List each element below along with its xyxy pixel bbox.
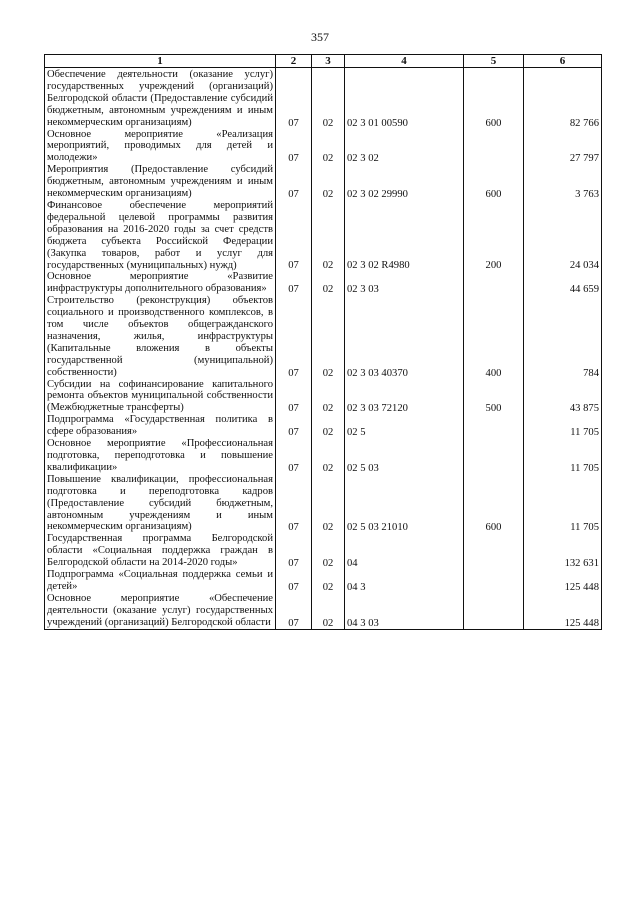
row-target-code: 02 3 03 72120 (345, 379, 464, 415)
row-amount: 3 763 (524, 164, 602, 200)
row-section: 07 (276, 379, 312, 415)
row-amount: 132 631 (524, 533, 602, 569)
row-section: 07 (276, 129, 312, 165)
table-row (45, 200, 602, 271)
row-section: 07 (276, 414, 312, 438)
col-header-3: 3 (312, 55, 345, 68)
row-name: Мероприятия (Предоставление субсидий бюджетным, автономным учреждениям и иным некоммерческим организациям) (45, 164, 276, 200)
row-name: Государственная программа Белгородской области «Социальная поддержка граждан в Белгородской области на 2014-2020 годы» (45, 533, 276, 569)
col-header-5: 5 (464, 55, 524, 68)
row-name: Подпрограмма «Государственная политика в сфере образования» (45, 414, 276, 438)
row-section: 07 (276, 200, 312, 271)
row-subsection: 02 (312, 438, 345, 474)
row-section: 07 (276, 474, 312, 534)
row-expense-type: 500 (464, 379, 524, 415)
row-section: 07 (276, 68, 312, 129)
row-expense-type (464, 533, 524, 569)
table-row (45, 379, 602, 415)
row-amount: 784 (524, 295, 602, 378)
row-target-code: 04 3 (345, 569, 464, 593)
table-row (45, 414, 602, 438)
row-expense-type: 200 (464, 200, 524, 271)
row-name: Обеспечение деятельности (оказание услуг) государственных учреждений (организаций) Белгородской области (Предоставление субсидий бюджетным, автономным учреждениям и иным некоммерческим организациям) (45, 68, 276, 129)
row-expense-type (464, 271, 524, 295)
row-amount: 125 448 (524, 593, 602, 629)
row-target-code: 04 (345, 533, 464, 569)
row-name: Основное мероприятие «Профессиональная подготовка, переподготовка и повышение квалификации» (45, 438, 276, 474)
row-subsection: 02 (312, 533, 345, 569)
row-subsection: 02 (312, 200, 345, 271)
row-name: Основное мероприятие «Обеспечение деятельности (оказание услуг) государственных учреждений (организаций) Белгородской области (45, 593, 276, 629)
table-row (45, 593, 602, 629)
table-row (45, 164, 602, 200)
row-name: Основное мероприятие «Развитие инфраструктуры дополнительного образования» (45, 271, 276, 295)
row-subsection: 02 (312, 569, 345, 593)
row-subsection: 02 (312, 164, 345, 200)
row-name: Строительство (реконструкция) объектов социального и производственного комплексов, в том числе объектов общегражданского назначения, жилья, инфраструктуры (Капитальные вложения в объекты государственной (муниципальной) собственности) (45, 295, 276, 378)
row-section: 07 (276, 569, 312, 593)
row-expense-type (464, 129, 524, 165)
row-subsection: 02 (312, 271, 345, 295)
row-expense-type (464, 414, 524, 438)
budget-table (44, 54, 602, 630)
row-subsection: 02 (312, 295, 345, 378)
table-row (45, 295, 602, 378)
row-name: Основное мероприятие «Реализация мероприятий, проводимых для детей и молодежи» (45, 129, 276, 165)
page-number: 357 (311, 30, 329, 44)
row-target-code: 02 3 02 29990 (345, 164, 464, 200)
col-header-4: 4 (345, 55, 464, 68)
col-header-2: 2 (276, 55, 312, 68)
row-subsection: 02 (312, 68, 345, 129)
row-target-code: 02 3 03 (345, 271, 464, 295)
row-amount: 43 875 (524, 379, 602, 415)
row-expense-type: 600 (464, 474, 524, 534)
row-subsection: 02 (312, 474, 345, 534)
table-row (45, 271, 602, 295)
row-amount: 82 766 (524, 68, 602, 129)
row-subsection: 02 (312, 593, 345, 629)
row-section: 07 (276, 271, 312, 295)
row-amount: 24 034 (524, 200, 602, 271)
row-expense-type: 600 (464, 68, 524, 129)
row-amount: 125 448 (524, 569, 602, 593)
row-amount: 11 705 (524, 474, 602, 534)
table-row (45, 474, 602, 534)
row-section: 07 (276, 295, 312, 378)
row-amount: 11 705 (524, 414, 602, 438)
row-target-code: 02 3 02 (345, 129, 464, 165)
row-expense-type (464, 438, 524, 474)
table-row (45, 129, 602, 165)
row-target-code: 04 3 03 (345, 593, 464, 629)
row-section: 07 (276, 438, 312, 474)
row-section: 07 (276, 164, 312, 200)
header-row (45, 55, 602, 68)
row-section: 07 (276, 593, 312, 629)
col-header-1: 1 (45, 55, 276, 68)
row-target-code: 02 3 03 40370 (345, 295, 464, 378)
row-name: Повышение квалификации, профессиональная подготовка и переподготовка кадров (Предоставление субсидий бюджетным, автономным учреждениям и иным некоммерческим организациям) (45, 474, 276, 534)
row-subsection: 02 (312, 129, 345, 165)
row-amount: 27 797 (524, 129, 602, 165)
col-header-6: 6 (524, 55, 602, 68)
row-expense-type: 600 (464, 164, 524, 200)
row-target-code: 02 3 01 00590 (345, 68, 464, 129)
row-subsection: 02 (312, 379, 345, 415)
row-amount: 44 659 (524, 271, 602, 295)
row-subsection: 02 (312, 414, 345, 438)
row-name: Субсидии на софинансирование капитального ремонта объектов муниципальной собственности (Межбюджетные трансферты) (45, 379, 276, 415)
row-name: Подпрограмма «Социальная поддержка семьи и детей» (45, 569, 276, 593)
row-section: 07 (276, 533, 312, 569)
row-expense-type (464, 593, 524, 629)
row-expense-type: 400 (464, 295, 524, 378)
row-target-code: 02 5 (345, 414, 464, 438)
table-row (45, 68, 602, 129)
table-row (45, 438, 602, 474)
row-target-code: 02 5 03 (345, 438, 464, 474)
table-row (45, 569, 602, 593)
row-name: Финансовое обеспечение мероприятий федеральной целевой программы развития образования на 2016-2020 годы за счет средств бюджета субъекта Российской Федерации (Закупка товаров, работ и услуг для государственных (муниципальных) нужд) (45, 200, 276, 271)
table-row (45, 533, 602, 569)
row-expense-type (464, 569, 524, 593)
row-amount: 11 705 (524, 438, 602, 474)
row-target-code: 02 5 03 21010 (345, 474, 464, 534)
row-target-code: 02 3 02 R4980 (345, 200, 464, 271)
